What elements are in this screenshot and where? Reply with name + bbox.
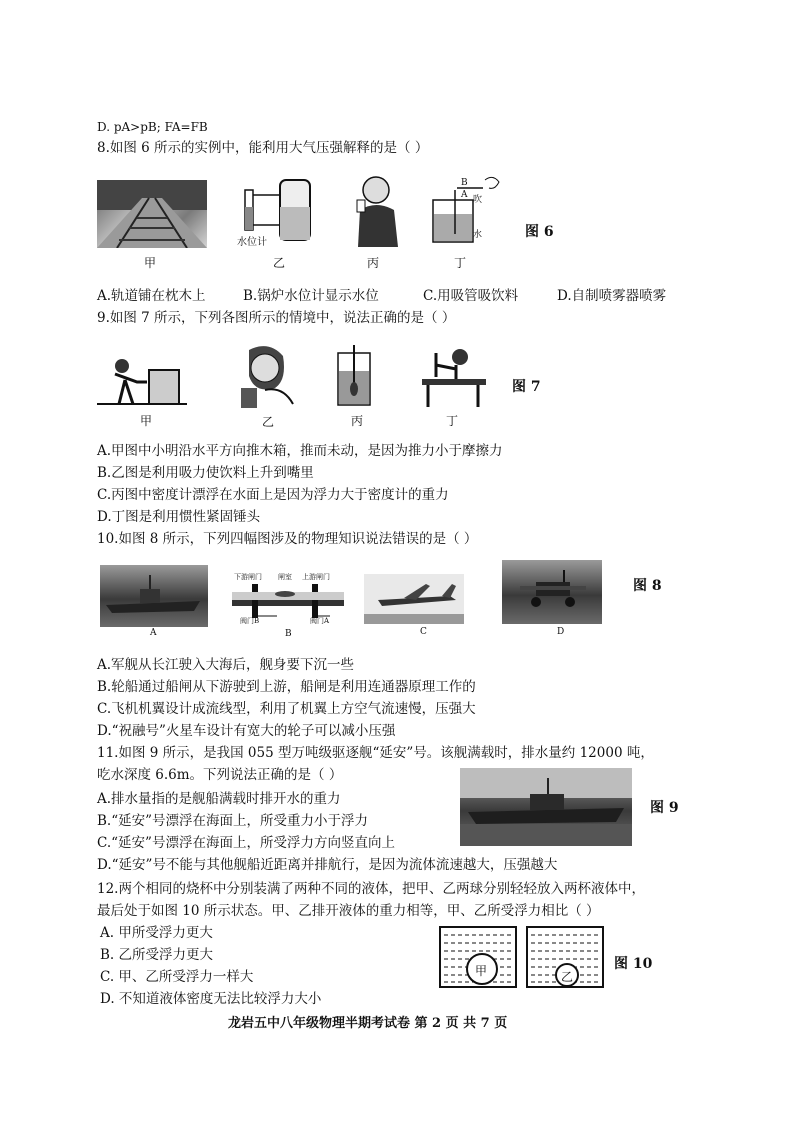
destroyer-yanan-photo bbox=[460, 768, 632, 846]
ship-lock-diagram bbox=[232, 572, 344, 627]
q8-option-a: A.轨道铺在枕木上 bbox=[97, 288, 206, 304]
q11-option-c: C.“延安”号漂浮在海面上，所受浮力方向竖直向上 bbox=[97, 835, 395, 851]
q9-option-b: B.乙图是利用吸力使饮料上升到嘴里 bbox=[97, 465, 314, 481]
q11-option-d: D.“延安”号不能与其他舰船近距离并排航行，是因为流体流速越大，压强越大 bbox=[97, 857, 558, 873]
question-9-stem: 9.如图 7 所示，下列各图所示的情境中，说法正确的是（ ） bbox=[97, 310, 456, 326]
q10-caption-c: C bbox=[420, 627, 427, 637]
lock-label-valve-a: 阀门A bbox=[310, 617, 330, 625]
ball-jia-label: 甲 bbox=[475, 964, 488, 978]
pushing-box-drawing bbox=[97, 352, 187, 410]
q10-option-d: D.“祝融号”火星车设计有宽大的轮子可以减小压强 bbox=[97, 723, 396, 739]
ball-yi-label: 乙 bbox=[561, 970, 574, 984]
q12-option-d: D. 不知道液体密度无法比较浮力大小 bbox=[100, 991, 322, 1007]
lock-label-chamber: 闸室 bbox=[278, 573, 292, 581]
q9-option-d: D.丁图是利用惯性紧固锤头 bbox=[97, 509, 261, 525]
q10-caption-a: A bbox=[150, 628, 157, 638]
page-footer: 龙岩五中八年级物理半期考试卷 第 2 页 共 7 页 bbox=[228, 1016, 508, 1031]
q8-option-c: C.用吸管吸饮料 bbox=[423, 288, 519, 304]
lock-label-upstream-gate: 上游闸门 bbox=[302, 573, 330, 581]
warship-photo bbox=[100, 565, 208, 627]
figure-10-label: 图 10 bbox=[614, 956, 653, 972]
q12-option-c: C. 甲、乙所受浮力一样大 bbox=[100, 969, 254, 985]
sprayer-label-water: 水 bbox=[473, 230, 483, 240]
q10-caption-d: D bbox=[557, 627, 565, 637]
question-11-stem-line2: 吃水深度 6.6m。下列说法正确的是（ ） bbox=[97, 767, 343, 783]
q8-caption-ding: 丁 bbox=[454, 256, 467, 270]
sprayer-label-a: A bbox=[461, 190, 468, 200]
railway-track-drawing bbox=[97, 180, 207, 248]
lock-label-downstream-gate: 下游闸门 bbox=[234, 573, 262, 581]
question-10-stem: 10.如图 8 所示，下列四幅图涉及的物理知识说法错误的是（ ） bbox=[97, 531, 478, 547]
q10-option-c: C.飞机机翼设计成流线型，利用了机翼上方空气流速慢，压强大 bbox=[97, 701, 476, 717]
mars-rover-photo bbox=[502, 560, 602, 624]
q8-caption-jia: 甲 bbox=[144, 256, 157, 270]
q9-caption-ding: 丁 bbox=[446, 414, 459, 428]
water-gauge-label: 水位计 bbox=[237, 237, 267, 248]
q11-option-b: B.“延安”号漂浮在海面上，所受重力小于浮力 bbox=[97, 813, 369, 829]
q9-option-a: A.甲图中小明沿水平方向推木箱，推而未动，是因为推力小于摩擦力 bbox=[97, 443, 503, 459]
hydrometer-drawing bbox=[334, 345, 374, 407]
q8-caption-yi: 乙 bbox=[273, 256, 286, 270]
prev-question-option-d: D. pA>pB; FA=FB bbox=[97, 120, 208, 134]
beaker-jia-diagram bbox=[438, 925, 518, 990]
question-12-stem-line1: 12.两个相同的烧杯中分别装满了两种不同的液体，把甲、乙两球分别轻轻放入两杯液体中， bbox=[97, 881, 645, 897]
railway-track-photo bbox=[97, 180, 207, 248]
figure-8-label: 图 8 bbox=[633, 578, 662, 594]
figure-9-label: 图 9 bbox=[650, 800, 679, 816]
q12-option-a: A. 甲所受浮力更大 bbox=[100, 925, 213, 941]
sprayer-label-b: B bbox=[461, 178, 468, 188]
q11-option-a: A.排水量指的是舰船满载时排开水的重力 bbox=[97, 791, 341, 807]
q8-option-b: B.锅炉水位计显示水位 bbox=[243, 288, 379, 304]
hammer-tightening-drawing bbox=[412, 345, 490, 410]
q9-caption-bing: 丙 bbox=[351, 414, 364, 428]
beaker-yi-diagram bbox=[525, 925, 605, 990]
q9-caption-yi: 乙 bbox=[262, 415, 275, 429]
q9-caption-jia: 甲 bbox=[140, 414, 153, 428]
q8-option-d: D.自制喷雾器喷雾 bbox=[557, 288, 667, 304]
lock-label-valve-b: 阀门B bbox=[240, 617, 260, 625]
q8-caption-bing: 丙 bbox=[367, 256, 380, 270]
airplane-photo bbox=[364, 574, 464, 624]
question-8-stem: 8.如图 6 所示的实例中，能利用大气压强解释的是（ ） bbox=[97, 140, 429, 156]
sprayer-label-blow: 吹 bbox=[473, 195, 483, 205]
q12-option-b: B. 乙所受浮力更大 bbox=[100, 947, 214, 963]
q10-option-b: B.轮船通过船闸从下游驶到上游，船闸是利用连通器原理工作的 bbox=[97, 679, 476, 695]
figure-6-label: 图 6 bbox=[525, 224, 554, 240]
figure-7-label: 图 7 bbox=[512, 379, 541, 395]
boiler-water-gauge-drawing bbox=[235, 175, 320, 250]
q10-option-a: A.军舰从长江驶入大海后，舰身要下沉一些 bbox=[97, 657, 355, 673]
question-12-stem-line2: 最后处于如图 10 所示状态。甲、乙排开液体的重力相等，甲、乙所受浮力相比（ ） bbox=[97, 903, 600, 919]
child-drinking-straw-drawing bbox=[352, 172, 404, 247]
sucking-drink-drawing bbox=[235, 342, 295, 412]
q10-caption-b: B bbox=[285, 629, 292, 639]
question-11-stem-line1: 11.如图 9 所示，是我国 055 型万吨级驱逐舰“延安”号。该舰满载时，排水量约 12000 吨， bbox=[97, 745, 654, 761]
q9-option-c: C.丙图中密度计漂浮在水面上是因为浮力大于密度计的重力 bbox=[97, 487, 449, 503]
homemade-sprayer-drawing bbox=[425, 172, 510, 247]
